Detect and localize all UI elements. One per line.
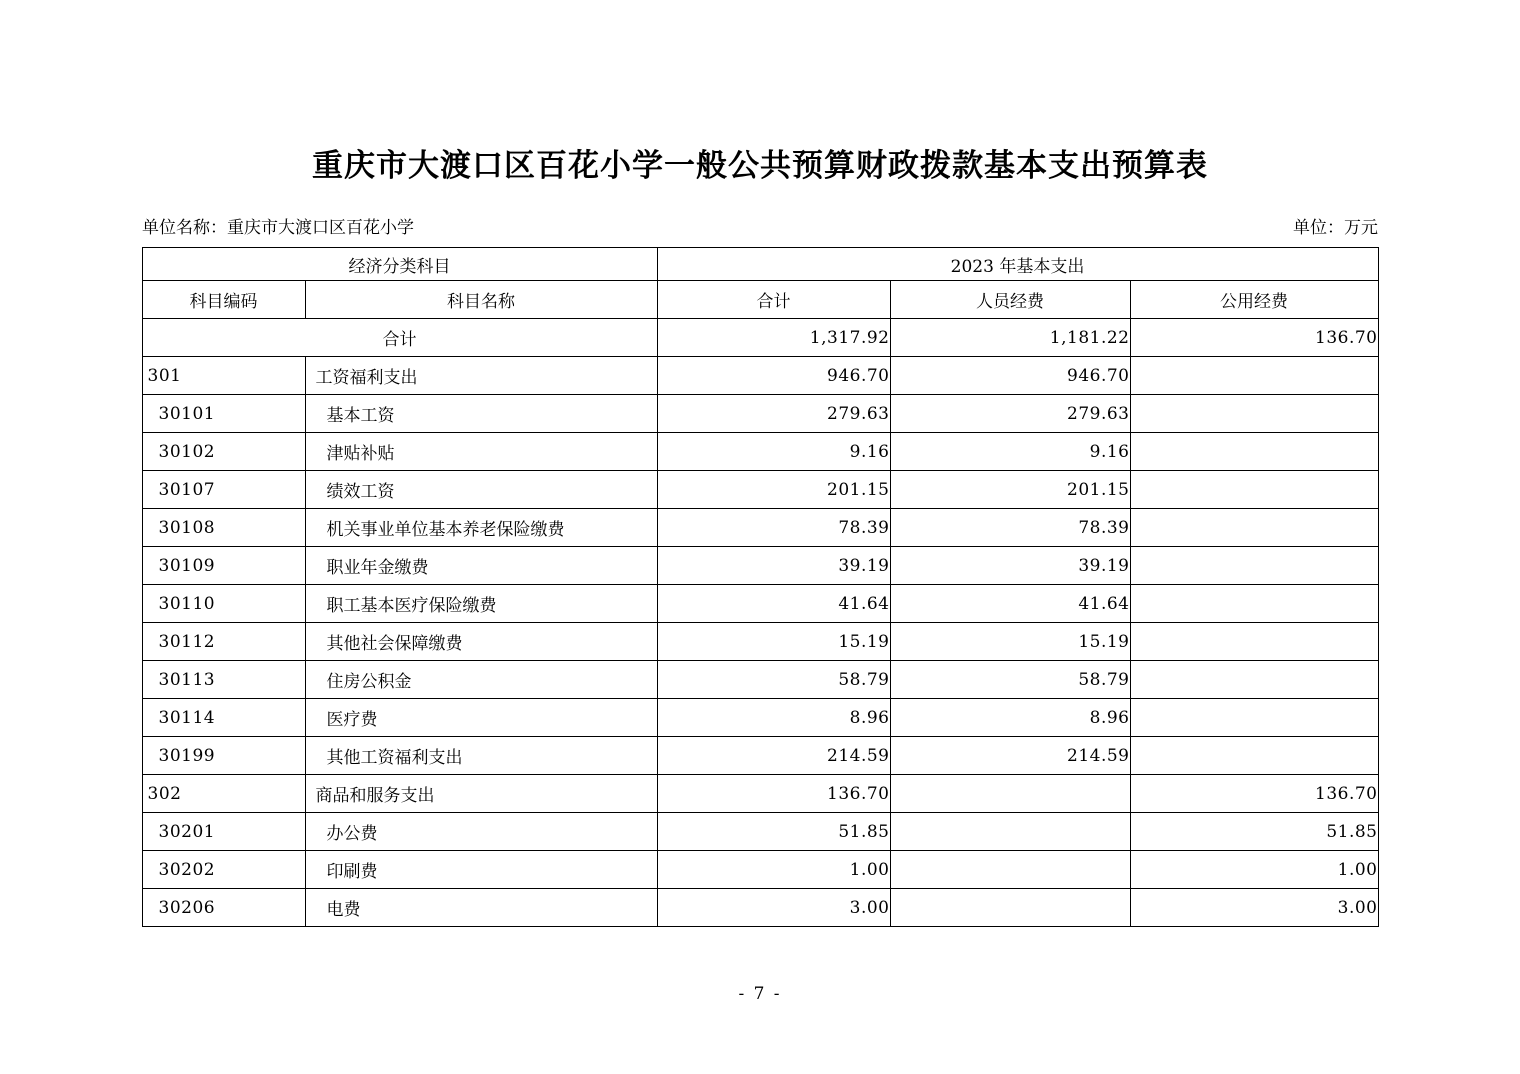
subject-name-cell: 职业年金缴费 — [305, 547, 657, 585]
grand-total-total-cell: 1,317.92 — [657, 319, 890, 357]
total-value-cell: 136.70 — [657, 775, 890, 813]
public-value-cell — [1130, 357, 1378, 395]
subject-name-cell: 基本工资 — [305, 395, 657, 433]
personnel-value-cell — [890, 851, 1130, 889]
public-value-cell — [1130, 471, 1378, 509]
public-value-cell — [1130, 509, 1378, 547]
total-value-cell: 3.00 — [657, 889, 890, 927]
personnel-value-cell: 279.63 — [890, 395, 1130, 433]
subject-code-cell: 30112 — [142, 623, 305, 661]
personnel-value-cell: 58.79 — [890, 661, 1130, 699]
subject-code-cell: 302 — [142, 775, 305, 813]
subject-name-cell: 办公费 — [305, 813, 657, 851]
subject-name-cell: 其他工资福利支出 — [305, 737, 657, 775]
public-value-cell — [1130, 699, 1378, 737]
table-row — [142, 433, 1378, 471]
public-value-cell — [1130, 395, 1378, 433]
personnel-value-cell — [890, 813, 1130, 851]
table-row — [142, 623, 1378, 661]
table-row — [142, 547, 1378, 585]
table-row — [142, 509, 1378, 547]
subject-code-cell: 30113 — [142, 661, 305, 699]
public-value-cell: 3.00 — [1130, 889, 1378, 927]
subject-code-cell: 30114 — [142, 699, 305, 737]
total-value-cell: 51.85 — [657, 813, 890, 851]
subject-name-cell: 津贴补贴 — [305, 433, 657, 471]
personnel-value-cell: 201.15 — [890, 471, 1130, 509]
total-value-cell: 58.79 — [657, 661, 890, 699]
header-public-funds: 公用经费 — [1130, 281, 1378, 319]
subject-code-cell: 30206 — [142, 889, 305, 927]
header-total: 合计 — [657, 281, 890, 319]
header-economic-category: 经济分类科目 — [142, 248, 657, 281]
subject-code-cell: 30199 — [142, 737, 305, 775]
total-value-cell: 214.59 — [657, 737, 890, 775]
subject-name-cell: 工资福利支出 — [305, 357, 657, 395]
subject-name-cell: 机关事业单位基本养老保险缴费 — [305, 509, 657, 547]
total-value-cell: 15.19 — [657, 623, 890, 661]
budget-table — [142, 247, 1379, 927]
total-value-cell: 201.15 — [657, 471, 890, 509]
table-row — [142, 737, 1378, 775]
grand-total-public-cell: 136.70 — [1130, 319, 1378, 357]
personnel-value-cell: 78.39 — [890, 509, 1130, 547]
table-row — [142, 775, 1378, 813]
total-value-cell: 39.19 — [657, 547, 890, 585]
page-title: 重庆市大渡口区百花小学一般公共预算财政拨款基本支出预算表 — [312, 148, 1208, 184]
public-value-cell — [1130, 623, 1378, 661]
header-subject-name: 科目名称 — [305, 281, 657, 319]
grand-total-row — [142, 319, 1378, 357]
public-value-cell: 136.70 — [1130, 775, 1378, 813]
subject-code-cell: 30102 — [142, 433, 305, 471]
personnel-value-cell: 214.59 — [890, 737, 1130, 775]
public-value-cell — [1130, 433, 1378, 471]
personnel-value-cell: 15.19 — [890, 623, 1130, 661]
subject-name-cell: 住房公积金 — [305, 661, 657, 699]
unit-of-measure-label: 单位：万元 — [1293, 218, 1378, 238]
subject-code-cell: 30101 — [142, 395, 305, 433]
subject-code-cell: 30108 — [142, 509, 305, 547]
total-value-cell: 78.39 — [657, 509, 890, 547]
header-subject-code: 科目编码 — [142, 281, 305, 319]
public-value-cell: 1.00 — [1130, 851, 1378, 889]
table-row — [142, 661, 1378, 699]
public-value-cell — [1130, 585, 1378, 623]
table-row — [142, 889, 1378, 927]
public-value-cell: 51.85 — [1130, 813, 1378, 851]
subject-name-cell: 其他社会保障缴费 — [305, 623, 657, 661]
subject-code-cell: 30201 — [142, 813, 305, 851]
subject-code-cell: 301 — [142, 357, 305, 395]
table-row — [142, 813, 1378, 851]
subject-name-cell: 职工基本医疗保险缴费 — [305, 585, 657, 623]
total-value-cell: 279.63 — [657, 395, 890, 433]
subject-name-cell: 绩效工资 — [305, 471, 657, 509]
table-row — [142, 357, 1378, 395]
total-value-cell: 1.00 — [657, 851, 890, 889]
grand-total-personnel-cell: 1,181.22 — [890, 319, 1130, 357]
header-personnel-funds: 人员经费 — [890, 281, 1130, 319]
personnel-value-cell: 9.16 — [890, 433, 1130, 471]
table-row — [142, 471, 1378, 509]
table-header-row-1 — [142, 248, 1378, 281]
total-value-cell: 9.16 — [657, 433, 890, 471]
meta-line — [142, 213, 1378, 238]
subject-name-cell: 商品和服务支出 — [305, 775, 657, 813]
public-value-cell — [1130, 547, 1378, 585]
personnel-value-cell — [890, 775, 1130, 813]
subject-name-cell: 医疗费 — [305, 699, 657, 737]
unit-name-label: 单位名称：重庆市大渡口区百花小学 — [142, 218, 414, 238]
personnel-value-cell: 8.96 — [890, 699, 1130, 737]
public-value-cell — [1130, 661, 1378, 699]
header-year-basic-expenditure: 2023 年基本支出 — [657, 248, 1378, 281]
total-value-cell: 8.96 — [657, 699, 890, 737]
subject-name-cell: 电费 — [305, 889, 657, 927]
subject-code-cell: 30107 — [142, 471, 305, 509]
subject-code-cell: 30109 — [142, 547, 305, 585]
table-header-row-2 — [142, 281, 1378, 319]
personnel-value-cell — [890, 889, 1130, 927]
table-body — [142, 319, 1378, 927]
grand-total-label: 合计 — [142, 319, 657, 357]
table-row — [142, 699, 1378, 737]
personnel-value-cell: 41.64 — [890, 585, 1130, 623]
subject-code-cell: 30110 — [142, 585, 305, 623]
total-value-cell: 41.64 — [657, 585, 890, 623]
personnel-value-cell: 946.70 — [890, 357, 1130, 395]
table-row — [142, 585, 1378, 623]
table-row — [142, 851, 1378, 889]
subject-name-cell: 印刷费 — [305, 851, 657, 889]
page-number: - 7 - — [738, 984, 782, 1004]
table-row — [142, 395, 1378, 433]
public-value-cell — [1130, 737, 1378, 775]
total-value-cell: 946.70 — [657, 357, 890, 395]
personnel-value-cell: 39.19 — [890, 547, 1130, 585]
subject-code-cell: 30202 — [142, 851, 305, 889]
